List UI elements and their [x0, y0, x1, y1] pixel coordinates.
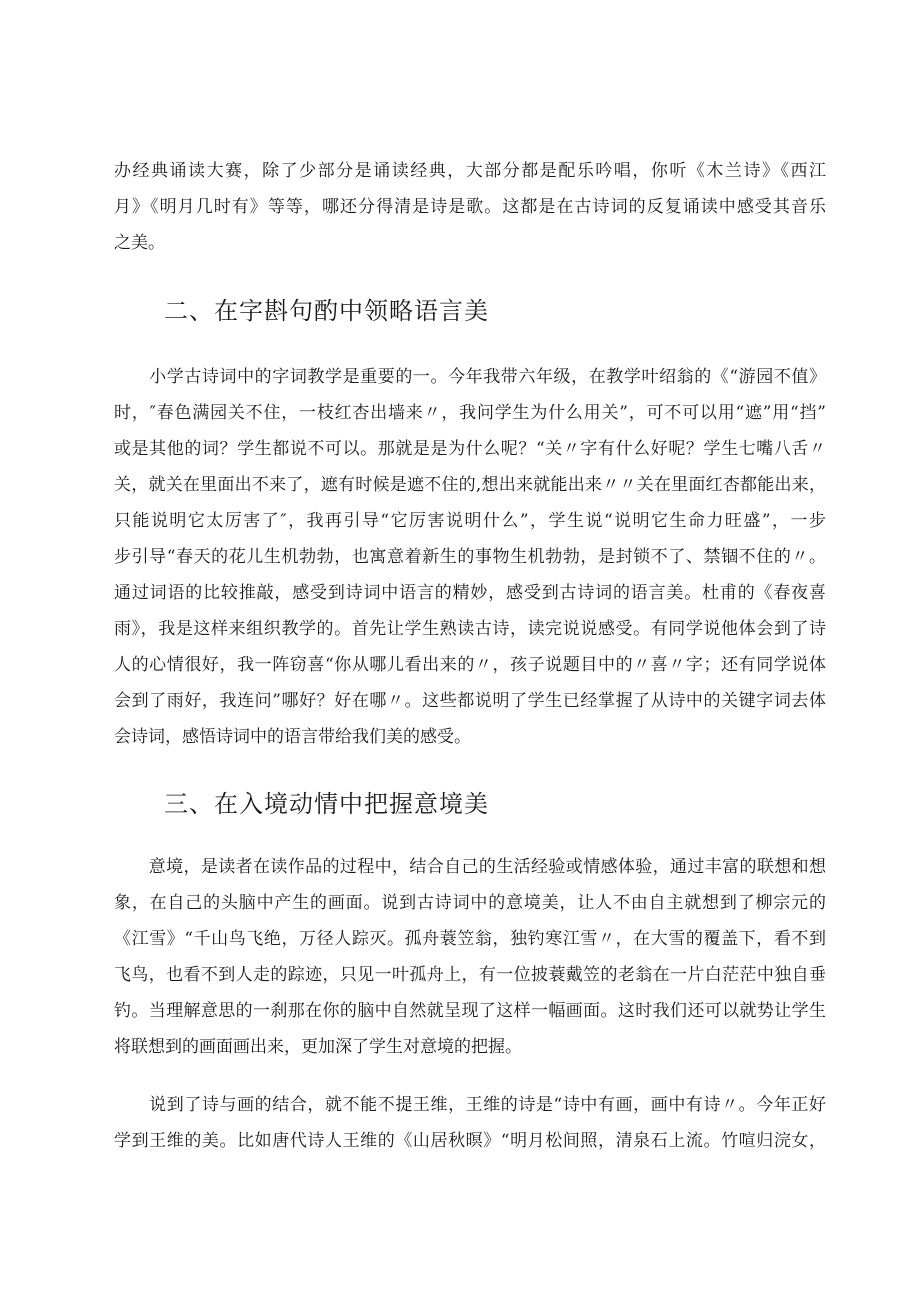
- paragraph-artistic-conception: [114, 849, 826, 1065]
- paragraph-language-beauty: [114, 359, 826, 755]
- paragraph-line: 《江雪》“千山鸟飞绝，万径人踪灭。孤舟蓑笠翁，独钓寒江雪〃，在大雪的覆盖下，看不到: [114, 929, 826, 949]
- paragraph-line: 关，就关在里面出不来了，遮有时候是遮不住的,想出来就能出来〃〃关在里面红杏都能出来，: [114, 475, 826, 495]
- paragraph-line: 象，在自己的头脑中产生的画面。说到古诗词中的意境美，让人不由自主就想到了柳宗元的: [114, 893, 826, 913]
- paragraph-line: 小学古诗词中的字词教学是重要的一。今年我带六年级，在教学叶绍翁的《“游园不值》: [114, 367, 826, 387]
- paragraph-line: 月》《明月几时有》等等，哪还分得清是诗是歌。这都是在古诗词的反复诵读中感受其音乐: [114, 197, 826, 217]
- paragraph-line: 只能说明它太厉害了″，我再引导“它厉害说明什么”，学生说“说明它生命力旺盛”，一步: [114, 511, 826, 531]
- section-heading-language-beauty: 二、在字斟句酌中领略语言美: [164, 297, 489, 325]
- paragraph-line: 步引导“春天的花儿生机勃勃，也寓意着新生的事物生机勃勃，是封锁不了、禁锢不住的〃。: [114, 547, 826, 567]
- paragraph-line: 之美。: [114, 233, 165, 253]
- paragraph-line: 会到了雨好，我连问”哪好？好在哪〃。这些都说明了学生已经掌握了从诗中的关键字词去体: [114, 691, 826, 711]
- paragraph-line: 钓。当理解意思的一刹那在你的脑中自然就呈现了这样一幅画面。这时我们还可以就势让学生: [114, 1001, 826, 1021]
- paragraph-line: 人的心情很好，我一阵窃喜“你从哪儿看出来的〃，孩子说题目中的〃喜〃字；还有同学说体: [114, 655, 826, 675]
- paragraph-line: 通过词语的比较推敲，感受到诗词中语言的精妙，感受到古诗词的语言美。杜甫的《春夜喜: [114, 583, 826, 603]
- paragraph-line: 时，″春色满园关不住，一枝红杏出墙来〃，我问学生为什么用关”，可不可以用“遮”用“挡”: [114, 403, 826, 423]
- paragraph-line: 办经典诵读大赛，除了少部分是诵读经典，大部分都是配乐吟唱，你听《木兰诗》《西江: [114, 161, 826, 181]
- section-heading-artistic-conception: 三、在入境动情中把握意境美: [164, 790, 489, 818]
- paragraph-line: 说到了诗与画的结合，就不能不提王维，王维的诗是“诗中有画，画中有诗〃。今年正好: [114, 1095, 826, 1115]
- paragraph-line: 意境，是读者在读作品的过程中，结合自己的生活经验或情感体验，通过丰富的联想和想: [114, 857, 826, 877]
- paragraph-line: 将联想到的画面画出来，更加深了学生对意境的把握。: [114, 1037, 522, 1057]
- paragraph-line: 雨》，我是这样来组织教学的。首先让学生熟读古诗，读完说说感受。有同学说他体会到了诗: [114, 619, 826, 639]
- paragraph-line: 学到王维的美。比如唐代诗人王维的《山居秋暝》“明月松间照，清泉石上流。竹喧归浣女，: [114, 1131, 826, 1151]
- paragraph-line: 飞鸟，也看不到人走的踪迹，只见一叶孤舟上，有一位披蓑戴笠的老翁在一片白茫茫中独自垂: [114, 965, 826, 985]
- paragraph-poetry-painting: [114, 1087, 826, 1159]
- paragraph-music-beauty: [114, 153, 826, 261]
- paragraph-line: 或是其他的词？学生都说不可以。那就是是为什么呢？“关〃字有什么好呢？学生七嘴八舌〃: [114, 439, 826, 459]
- paragraph-line: 会诗词，感悟诗词中的语言带给我们美的感受。: [114, 727, 471, 747]
